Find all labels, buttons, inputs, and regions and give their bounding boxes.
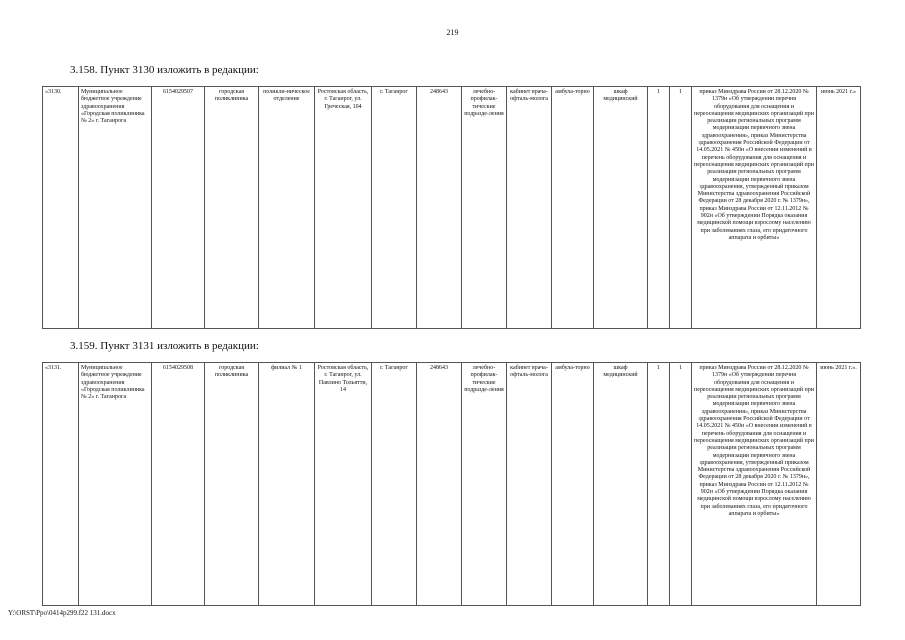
cell-care-type: амбула-торно — [552, 87, 594, 329]
cell-inn: 6154029508 — [152, 363, 205, 606]
cell-date: июнь 2021 г.». — [817, 363, 861, 606]
table-row — [43, 363, 861, 606]
cell-number: «3130. — [43, 87, 79, 329]
cell-org-type: городская поликлиника — [205, 363, 259, 606]
cell-care-type: амбула-торно — [552, 363, 594, 606]
cell-legal-basis: приказ Минздрава России от 28.12.2020 № 1379н «Об утверждении перечня оборудования для оснащения и переоснащения медицинских организаций при реализации региональных программ модернизации первичного звена здравоохранения», приказ Министерства здравоохранения Российской Федерации от 14.05.2021 № 450н «О внесении изменений в перечень оборудования для оснащения и переоснащения медицинских организаций при реализации региональных программ модернизации первичного звена здравоохранения, утвержденный приказом Министерства здравоохранения Российской Федерации от 28 декабря 2020 г. № 1379н», приказ Минздрава России от 12.11.2012 № 902н «Об утверждении Порядка оказания медицинской помощи взрослому населению при заболеваниях глаза, его придаточного аппарата и орбиты» — [692, 87, 817, 329]
cell-organization: Муниципальное бюджетное учреждение здравоохранения «Городская поликлиника № 2» г. Таганрога — [79, 363, 152, 606]
registry-table-3131 — [42, 362, 861, 606]
cell-inn: 6154029507 — [152, 87, 205, 329]
cell-address: Ростовская область, г. Таганрог, ул. Павлино Тольятти, 14 — [315, 363, 372, 606]
cell-unit: филиал № 1 — [259, 363, 315, 606]
cell-quantity-2: 1 — [670, 363, 692, 606]
page-number: 219 — [446, 28, 459, 37]
cell-number: «3131. — [43, 363, 79, 606]
cell-org-type: городская поликлиника — [205, 87, 259, 329]
cell-cabinet: кабинет врача-офталь-молога — [507, 363, 552, 606]
cell-quantity-1: 1 — [648, 87, 670, 329]
cell-unit: поликли-ническое отделение — [259, 87, 315, 329]
cell-legal-basis: приказ Минздрава России от 28.12.2020 № 1379н «Об утверждении перечня оборудования для оснащения и переоснащения медицинских организаций при реализации региональных программ модернизации первичного звена здравоохранения», приказ Министерства здравоохранения Российской Федерации от 14.05.2021 № 450н «О внесении изменений в перечень оборудования для оснащения и переоснащения медицинских организаций при реализации региональных программ модернизации первичного звена здравоохранения, утвержденный приказом Министерства здравоохранения Российской Федерации от 28 декабря 2020 г. № 1379н», приказ Минздрава России от 12.11.2012 № 902н «Об утверждении Порядка оказания медицинской помощи взрослому населению при заболеваниях глаза, его придаточного аппарата и орбиты» — [692, 363, 817, 606]
cell-organization: Муниципальное бюджетное учреждение здравоохранения «Городская поликлиника № 2» г. Таганрога — [79, 87, 152, 329]
table-row — [43, 87, 861, 329]
footer-file-path: Y:\ORST\Ppo\0414p299.f22 131.docx — [8, 609, 116, 617]
cell-city: г. Таганрог — [372, 87, 417, 329]
cell-code: 248643 — [417, 87, 462, 329]
cell-code: 248643 — [417, 363, 462, 606]
cell-quantity-2: 1 — [670, 87, 692, 329]
section-title-3159: 3.159. Пункт 3131 изложить в редакции: — [70, 340, 259, 352]
cell-date: июнь 2021 г.» — [817, 87, 861, 329]
cell-cabinet: кабинет врача-офталь-молога — [507, 87, 552, 329]
cell-quantity-1: 1 — [648, 363, 670, 606]
cell-division: лечебно-профилак-тические подразде-ления — [462, 363, 507, 606]
section-title-3158: 3.158. Пункт 3130 изложить в редакции: — [70, 64, 259, 76]
cell-equipment: шкаф медицинский — [594, 363, 648, 606]
cell-address: Ростовская область, г. Таганрог, ул. Греческая, 104 — [315, 87, 372, 329]
cell-division: лечебно-профилак-тические подразде-ления — [462, 87, 507, 329]
cell-equipment: шкаф медицинский — [594, 87, 648, 329]
registry-table-3130 — [42, 86, 861, 329]
cell-city: г. Таганрог — [372, 363, 417, 606]
